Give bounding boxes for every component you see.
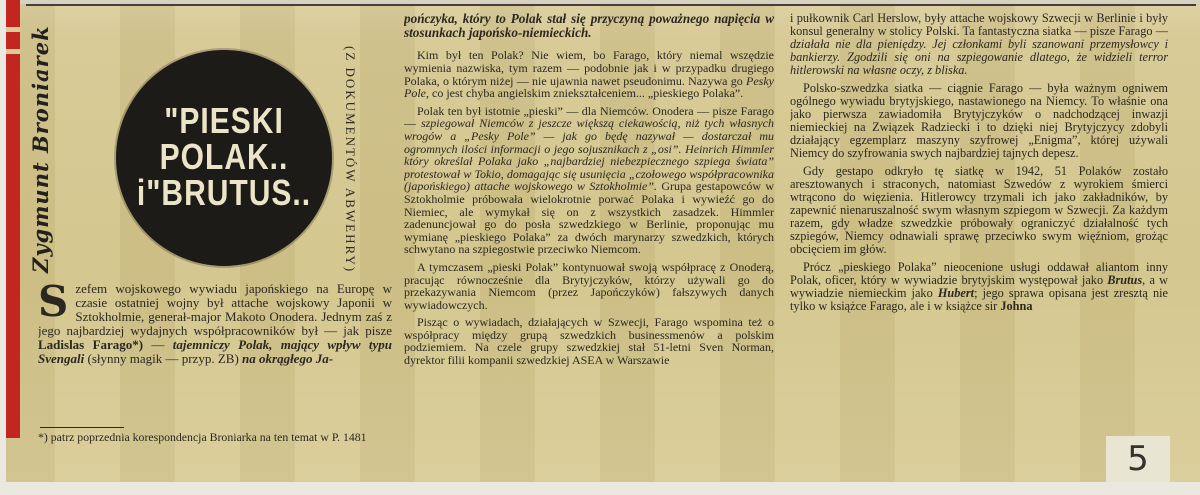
article-title-circle bbox=[116, 50, 332, 266]
spine-red-strip bbox=[6, 0, 20, 438]
text-run: i pułkownik Carl Herslow, były attache wojskowy Szwecji w Berlinie i były konsul generalny w stolicy Polski. Ta fantastyczna siatka — pisze Farago — bbox=[790, 12, 1168, 38]
page-number: 5 bbox=[1127, 439, 1149, 479]
text-run: Gdy gestapo odkryło tę siatkę w 1942, 51 Polaków zostało aresztowanych i straconych, natomiast Szwedów z wyrokiem śmierci wtrącono do więzienia. Hitlerowcy trzymali ich jako zakładników, by zapewnić nienaruszalność swym własnym szpiegom w Szwecji. Za każdym razem, gdy władze szwedzkie próbowały ograniczyć działalność tych szpiegów, Niemcy odnawiali sprawę przeciwko swym więźniom, grożąc obcięciem im głów. bbox=[790, 164, 1168, 256]
footnote: *) patrz poprzednia korespondencja Broniarka na ten temat w P. 1481 bbox=[38, 430, 367, 444]
spine-notch bbox=[6, 49, 20, 54]
text-run: Pisząc o wywiadach, działających w Szwecji, Farago wspomina też o współpracy między grupą szwedzkich businessmenów a polskim podziemiem. Na czele grupy szwedzkiej stał 51-letni Sven Norman, dyrektor filii kompanii szwedzkiej ASEA w Warszawie bbox=[404, 315, 774, 368]
page-number-box bbox=[1106, 436, 1170, 482]
title-line-1: "PIESKI bbox=[164, 101, 284, 142]
article-paragraph bbox=[790, 12, 1168, 77]
text-run: Hubert bbox=[937, 286, 975, 300]
spine-notch bbox=[6, 27, 20, 32]
text-run: pończyka, który to Polak stał się przyczyną poważnego napięcia w stosunkach japońsko-niemieckich. bbox=[404, 12, 774, 41]
article-paragraph bbox=[790, 261, 1168, 313]
author-byline: Zygmunt Broniarek bbox=[28, 25, 53, 273]
text-run: Prócz „pieskiego Polaka” nieocenione usługi oddawał aliantom inny Polak, oficer, który w wywiadzie brytyjskim występował jako bbox=[790, 260, 1168, 287]
article-paragraph bbox=[404, 49, 774, 99]
article-column-2 bbox=[404, 12, 774, 478]
article-paragraph bbox=[404, 261, 774, 311]
text-run: działała nie dla pieniędzy. Jej członkami byli szanowani przemysłowcy i bankierzy. Zgodzili się oni na szpiegowanie dlatego, że widzieli terror hitlerowski na własne oczy, z bliska. bbox=[790, 37, 1168, 77]
text-run: Polsko-szwedzka siatka — ciągnie Farago — była ważnym ogniwem ogólnego wywiadu brytyjskiego, nastawionego na Niemcy. To właśnie ona jako pierwsza zawiadomiła Brytyjczyków o nadchodzącej inwazji niemieckiej na Związek Radziecki i to dzięki niej Brytyjczycy zdobyli działający egzemplarz maszyny szyfrowej „Enigma”, której używali Niemcy do szyfrowania swych najbardziej tajnych depesz. bbox=[790, 81, 1168, 160]
title-line-3: i"BRUTUS.. bbox=[136, 173, 312, 214]
article-paragraph bbox=[404, 12, 774, 40]
text-run: na okrągłego Ja- bbox=[242, 350, 334, 366]
text-run: Johna bbox=[1000, 299, 1033, 313]
text-run: szpiegował Niemców z jeszcze większą ciekawością, niż tych własnych wrogów a „Pesky Pole” — jak go będę nazywał — dostarczał mu ogromnych ilości informacji o jego sojusznikach z „osi”. Heinrich Himmler który określał Polaka jako „najbardziej niebezpiecznego szpiega świata” protestował w Tokio, domagając się usunięcia „czołowego współpracownika (japońskiego) attache wojskowego w Sztokholmie”. bbox=[404, 116, 774, 194]
text-run: Grupa gestapowców w Sztokholmie próbowała wielokrotnie porwać Polaka i wywieźć go do Niemiec, ale wymykał się on z wszystkich zasadzek. Himmler zadenuncjował go do posła szwedzkiego w Berlinie, proponując mu wymianę „pieskiego Polaka” za dwóch marynarzy szwedzkich, których schwytano na szpiegostwie przeciwko Niemcom. bbox=[404, 179, 774, 257]
top-rule bbox=[26, 4, 1196, 6]
kicker-vertical: (Z DOKUMENTÓW ABWEHRY) bbox=[343, 46, 358, 274]
text-run: Brutus bbox=[1107, 273, 1143, 287]
text-run: A tymczasem „pieski Polak” kontynuował swoją współpracę z Onoderą, pracując równocześnie dla Brytyjczyków, którzy używali go do przekazywania Niemcom (przez Japończyków) fałszywych danych wywiadowczych. bbox=[404, 259, 774, 312]
title-line-2: POLAK.. bbox=[159, 137, 289, 178]
text-run: zefem wojskowego wywiadu japońskiego na Europę w czasie ostatniej wojny był attache wojskowy Japonii w Sztokholmie, generał-major Makoto Onodera. Jednym zaś z jego najbardziej wydajnych współpracowników był — jak pisze bbox=[38, 282, 392, 338]
article-paragraph bbox=[404, 316, 774, 366]
text-run: ; jego sprawa opisana jest zresztą nie tylko w książce Farago, ale i w książce sir bbox=[790, 286, 1168, 313]
text-run: (słynny magik — przyp. ZB) bbox=[84, 350, 243, 366]
article-paragraph bbox=[790, 165, 1168, 256]
footnote-rule bbox=[40, 427, 124, 428]
dropcap: S bbox=[38, 282, 69, 326]
text-run: — bbox=[143, 336, 173, 352]
article-column-1 bbox=[38, 282, 392, 424]
text-run: Kim był ten Polak? Nie wiem, bo Farago, który niemal wszędzie wymienia nazwiska, tym razem — podobnie jak i w przypadku drugiego Polaka, o którym niżej — nie ujawnia nawet pseudonimu. Nazywa go bbox=[404, 48, 774, 88]
article-paragraph bbox=[790, 82, 1168, 160]
page-edge-bottom bbox=[0, 482, 1200, 495]
text-run: , a w wywiadzie niemieckim jako bbox=[790, 273, 1168, 300]
text-run: tajemniczy Polak, mający wpływ typu Svengali bbox=[38, 336, 392, 366]
article-paragraph bbox=[38, 282, 392, 365]
article-paragraph bbox=[404, 105, 774, 256]
text-run: Pesky Pole bbox=[404, 73, 774, 101]
article-column-3 bbox=[790, 12, 1168, 478]
text-run: , co jest chyba angielskim zniekształceniem... „pieskiego Polaka”. bbox=[426, 86, 744, 101]
text-run: Polak ten był istotnie „pieski” — dla Niemców. Onodera — pisze Farago — bbox=[404, 103, 774, 131]
text-run: Ladislas Farago*) bbox=[38, 336, 144, 352]
